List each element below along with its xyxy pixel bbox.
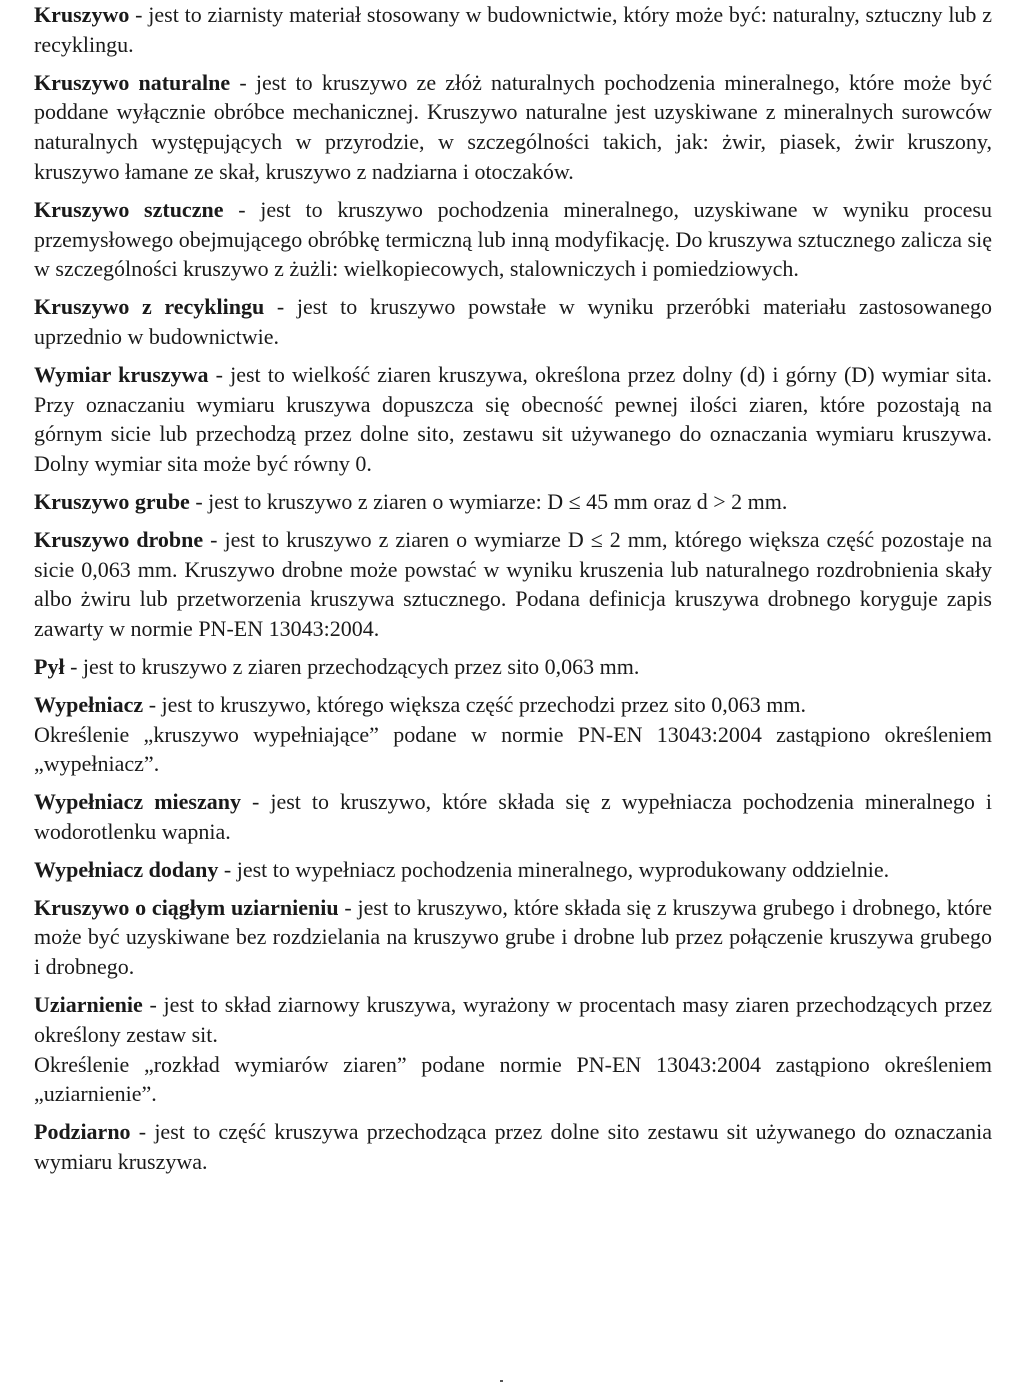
definition-text: - jest to kruszywo, którego większa część przechodzi przez sito 0,063 mm. — [143, 691, 807, 717]
definition-wypelniacz-dodany — [34, 855, 992, 885]
definition-text: - jest to kruszywo pochodzenia mineralnego, uzyskiwane w wyniku procesu przemysłowego obejmującego obróbkę termiczną lub inną modyfikację. Do kruszywa sztucznego zalicza się w szczególności kruszywo z żużli: wielkopiecowych, stalowniczych i pomiedziowych. — [34, 196, 992, 282]
definition-wymiar-kruszywa — [34, 360, 992, 479]
definition-term: Kruszywo grube — [34, 488, 190, 514]
definition-term: Wymiar kruszywa — [34, 361, 209, 387]
definition-note: Określenie „kruszywo wypełniające” podane w normie PN-EN 13043:2004 zastąpiono określeniem „wypełniacz”. — [34, 721, 992, 777]
definition-text: - jest to ziarnisty materiał stosowany w budownictwie, który może być: naturalny, sztuczny lub z recyklingu. — [34, 2, 992, 57]
definition-text: - jest to kruszywo z ziaren przechodzących przez sito 0,063 mm. — [64, 653, 640, 679]
definition-term: Wypełniacz dodany — [34, 856, 219, 882]
definition-podziarno — [34, 1117, 992, 1177]
definition-term: Wypełniacz mieszany — [34, 789, 241, 815]
definition-text: - jest to wypełniacz pochodzenia mineralnego, wyprodukowany oddzielnie. — [218, 856, 890, 882]
definition-text: - jest to kruszywo, które składa się z kruszywa grubego i drobnego, które może być uzyskiwane bez rozdzielania na kruszywo grube i drobne lub przez połączenie kruszywa grubego i drobnego. — [34, 894, 992, 980]
definition-text: - jest to kruszywo ze złóż naturalnych pochodzenia mineralnego, które może być poddane wyłącznie obróbce mechanicznej. Kruszywo naturalne jest uzyskiwane z mineralnych surowców naturalnych występujących w przyrodzie, w szczególności takich, jak: żwir, piasek, żwir kruszony, kruszywo łamane ze skał, kruszywo z nadziarna i otoczaków. — [34, 69, 992, 184]
definition-kruszywo-z-recyklingu — [34, 292, 992, 352]
definition-term: Kruszywo naturalne — [34, 69, 231, 95]
definition-pyl — [34, 652, 992, 682]
definition-kruszywo — [34, 0, 992, 60]
definition-term: Kruszywo drobne — [34, 526, 204, 552]
definition-wypelniacz — [34, 690, 992, 779]
definition-text: - jest to skład ziarnowy kruszywa, wyrażony w procentach masy ziaren przechodzących przez określony zestaw sit. — [34, 991, 992, 1047]
definition-kruszywo-naturalne — [34, 68, 992, 187]
definition-kruszywo-sztuczne — [34, 195, 992, 284]
definition-term: Kruszywo o ciągłym uziarnieniu — [34, 894, 339, 920]
definition-text: - jest to kruszywo z ziaren o wymiarze D ≤ 2 mm, którego większa część pozostaje na sicie 0,063 mm. Kruszywo drobne może powstać w wyniku kruszenia lub naturalnego rozdrobnienia skały albo żwiru lub przetworzenia kruszywa sztucznego. Podana definicja kruszywa drobnego koryguje zapis zawarty w normie PN-EN 13043:2004. — [34, 526, 992, 642]
definition-uziarnienie — [34, 990, 992, 1109]
definition-kruszywo-drobne — [34, 525, 992, 644]
definition-term: Kruszywo sztuczne — [34, 196, 224, 222]
definition-kruszywo-grube — [34, 487, 992, 517]
definition-text: - jest to część kruszywa przechodząca przez dolne sito zestawu sit używanego do oznaczania wymiaru kruszywa. — [34, 1119, 992, 1174]
definition-note: Określenie „rozkład wymiarów ziaren” podane normie PN-EN 13043:2004 zastąpiono określeniem „uziarnienie”. — [34, 1051, 992, 1107]
definition-term: Wypełniacz — [34, 691, 144, 717]
definition-text: - jest to wielkość ziaren kruszywa, określona przez dolny (d) i górny (D) wymiar sita. Przy oznaczaniu wymiaru kruszywa dopuszcza się obecność pewnej ilości ziaren, które pozostają na górnym sicie lub przechodzą przez dolne sito, zestawu sit używanego do oznaczania wymiaru kruszywa. Dolny wymiar sita może być równy 0. — [34, 361, 992, 477]
definition-text: - jest to kruszywo powstałe w wyniku przeróbki materiału zastosowanego uprzednio w budownictwie. — [34, 294, 993, 349]
definition-term: Podziarno — [34, 1119, 131, 1145]
definition-term: Uziarnienie — [34, 991, 143, 1017]
definition-text: - jest to kruszywo z ziaren o wymiarze: D ≤ 45 mm oraz d > 2 mm. — [189, 488, 788, 514]
definition-term: Kruszywo — [34, 2, 130, 27]
definitions-page — [34, 0, 992, 1185]
definition-term: Kruszywo z recyklingu — [34, 294, 265, 320]
definition-term: Pył — [34, 653, 65, 679]
definition-wypelniacz-mieszany — [34, 787, 992, 847]
definition-kruszywo-o-ciaglym-uziarnieniu — [34, 893, 992, 982]
scan-speck — [500, 1380, 503, 1382]
definition-text: - jest to kruszywo, które składa się z wypełniacza pochodzenia mineralnego i wodorotlenku wapnia. — [34, 789, 992, 844]
